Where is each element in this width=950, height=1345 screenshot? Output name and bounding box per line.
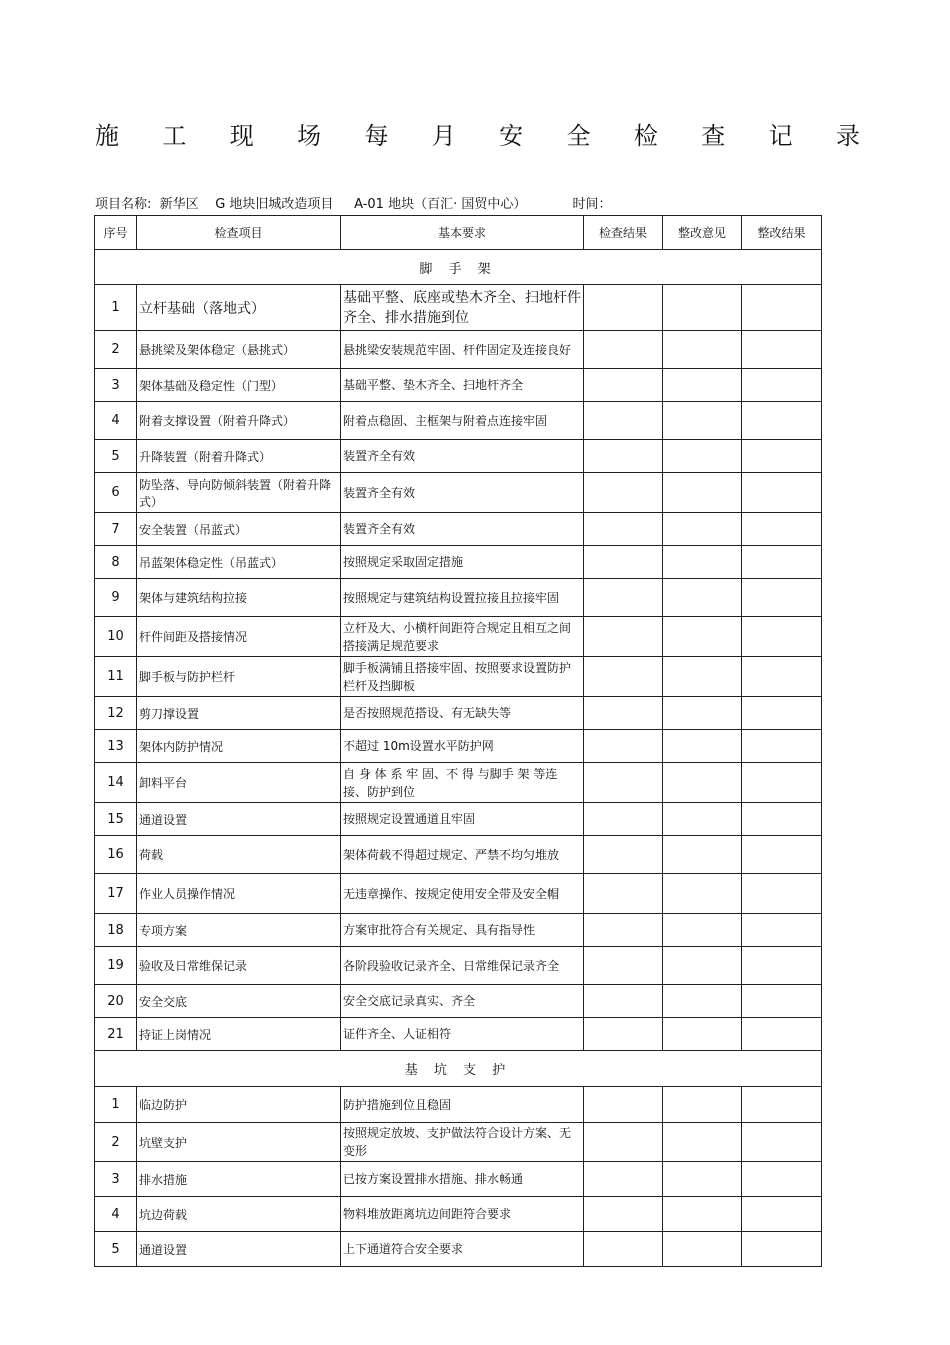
- row-basic-requirement: 自 身 体 系 牢 固、不 得 与脚手 架 等连接、防护到位: [341, 763, 584, 803]
- row-check-result[interactable]: [584, 617, 663, 657]
- table-row: [95, 617, 822, 657]
- table-row: [95, 1018, 822, 1051]
- row-check-item: 坑壁支护: [137, 1123, 341, 1162]
- project-name-label: 项目名称:: [95, 197, 152, 212]
- row-rectification-opinion[interactable]: [663, 803, 742, 836]
- row-rectification-opinion[interactable]: [663, 579, 742, 617]
- row-rectification-opinion[interactable]: [663, 617, 742, 657]
- row-basic-requirement: 防护措施到位且稳固: [341, 1087, 584, 1123]
- row-rectification-opinion[interactable]: [663, 473, 742, 513]
- row-rectification-opinion[interactable]: [663, 657, 742, 697]
- project-name-project: G 地块旧城改造项目: [215, 197, 334, 212]
- row-number: 3: [95, 369, 137, 402]
- row-basic-requirement: 装置齐全有效: [341, 513, 584, 546]
- row-number: 9: [95, 579, 137, 617]
- table-row: [95, 836, 822, 874]
- row-number: 5: [95, 440, 137, 473]
- row-rectification-opinion[interactable]: [663, 1087, 742, 1123]
- row-check-item: 通道设置: [137, 1232, 341, 1267]
- row-rectification-opinion[interactable]: [663, 440, 742, 473]
- title-char: 安: [499, 122, 524, 150]
- row-basic-requirement: 已按方案设置排水措施、排水畅通: [341, 1162, 584, 1197]
- title-char: 施: [95, 122, 119, 150]
- row-check-result[interactable]: [584, 1123, 663, 1162]
- header-check-result: 检查结果: [584, 216, 663, 250]
- project-info-line: [95, 193, 835, 212]
- row-basic-requirement: 悬挑梁安装规范牢固、杆件固定及连接良好: [341, 331, 584, 369]
- row-number: 4: [95, 1197, 137, 1232]
- row-check-item: 作业人员操作情况: [137, 874, 341, 914]
- header-rectification-result: 整改结果: [742, 216, 822, 250]
- row-check-item: 架体内防护情况: [137, 730, 341, 763]
- row-rectification-result[interactable]: [742, 1232, 822, 1267]
- row-basic-requirement: 方案审批符合有关规定、具有指导性: [341, 914, 584, 947]
- row-check-item: 防坠落、导向防倾斜装置（附着升降式）: [137, 473, 341, 513]
- table-row: [95, 331, 822, 369]
- row-number: 2: [95, 331, 137, 369]
- row-check-item: 卸料平台: [137, 763, 341, 803]
- table-row: [95, 657, 822, 697]
- row-check-result[interactable]: [584, 803, 663, 836]
- row-rectification-result[interactable]: [742, 473, 822, 513]
- row-check-item: 附着支撑设置（附着升降式）: [137, 402, 341, 440]
- row-rectification-result[interactable]: [742, 914, 822, 947]
- row-rectification-result[interactable]: [742, 402, 822, 440]
- row-number: 14: [95, 763, 137, 803]
- row-check-item: 架体与建筑结构拉接: [137, 579, 341, 617]
- section-title: 脚 手 架: [95, 250, 822, 285]
- row-check-result[interactable]: [584, 473, 663, 513]
- row-rectification-opinion[interactable]: [663, 1232, 742, 1267]
- row-check-result[interactable]: [584, 579, 663, 617]
- row-check-result[interactable]: [584, 1232, 663, 1267]
- title-char: 工: [162, 122, 187, 150]
- row-rectification-opinion[interactable]: [663, 1197, 742, 1232]
- row-basic-requirement: 立杆及大、小横杆间距符合规定且相互之间搭接满足规范要求: [341, 617, 584, 657]
- row-rectification-result[interactable]: [742, 617, 822, 657]
- row-check-result[interactable]: [584, 836, 663, 874]
- row-rectification-result[interactable]: [742, 285, 822, 331]
- row-check-item: 专项方案: [137, 914, 341, 947]
- row-basic-requirement: 是否按照规范搭设、有无缺失等: [341, 697, 584, 730]
- row-check-item: 架体基础及稳定性（门型）: [137, 369, 341, 402]
- row-rectification-opinion[interactable]: [663, 947, 742, 985]
- row-rectification-opinion[interactable]: [663, 697, 742, 730]
- table-row: [95, 1087, 822, 1123]
- row-check-result[interactable]: [584, 763, 663, 803]
- row-check-result[interactable]: [584, 1197, 663, 1232]
- row-check-result[interactable]: [584, 440, 663, 473]
- row-number: 13: [95, 730, 137, 763]
- inspection-table: [94, 215, 822, 1267]
- row-number: 16: [95, 836, 137, 874]
- section-title: 基 坑 支 护: [95, 1051, 822, 1087]
- row-check-result[interactable]: [584, 331, 663, 369]
- row-rectification-opinion[interactable]: [663, 546, 742, 579]
- title-char: 月: [431, 122, 456, 150]
- row-check-item: 安全装置（吊蓝式）: [137, 513, 341, 546]
- row-basic-requirement: 装置齐全有效: [341, 473, 584, 513]
- row-check-item: 坑边荷载: [137, 1197, 341, 1232]
- time-label: 时间：: [572, 197, 612, 212]
- row-check-item: 吊蓝架体稳定性（吊蓝式）: [137, 546, 341, 579]
- row-check-result[interactable]: [584, 914, 663, 947]
- row-rectification-result[interactable]: [742, 763, 822, 803]
- table-row: [95, 697, 822, 730]
- row-number: 18: [95, 914, 137, 947]
- row-check-result[interactable]: [584, 369, 663, 402]
- row-number: 4: [95, 402, 137, 440]
- row-check-item: 升降装置（附着升降式）: [137, 440, 341, 473]
- table-row: [95, 402, 822, 440]
- row-basic-requirement: 各阶段验收记录齐全、日常维保记录齐全: [341, 947, 584, 985]
- row-check-result[interactable]: [584, 1087, 663, 1123]
- row-rectification-opinion[interactable]: [663, 369, 742, 402]
- row-number: 1: [95, 1087, 137, 1123]
- table-row: [95, 1232, 822, 1267]
- header-basic-requirement: 基本要求: [341, 216, 584, 250]
- row-basic-requirement: 装置齐全有效: [341, 440, 584, 473]
- row-basic-requirement: 脚手板满铺且搭接牢固、按照要求设置防护栏杆及挡脚板: [341, 657, 584, 697]
- table-row: [95, 763, 822, 803]
- row-rectification-result[interactable]: [742, 440, 822, 473]
- table-row: [95, 579, 822, 617]
- row-number: 2: [95, 1123, 137, 1162]
- page-title: [95, 116, 860, 151]
- table-row: [95, 440, 822, 473]
- title-char: 检: [633, 122, 658, 150]
- row-rectification-result[interactable]: [742, 1018, 822, 1051]
- row-basic-requirement: 安全交底记录真实、齐全: [341, 985, 584, 1018]
- row-number: 20: [95, 985, 137, 1018]
- table-row: [95, 513, 822, 546]
- row-rectification-result[interactable]: [742, 1162, 822, 1197]
- row-check-item: 验收及日常维保记录: [137, 947, 341, 985]
- row-number: 21: [95, 1018, 137, 1051]
- row-rectification-opinion[interactable]: [663, 402, 742, 440]
- row-basic-requirement: 按照规定采取固定措施: [341, 546, 584, 579]
- title-char: 记: [768, 122, 793, 150]
- row-rectification-opinion[interactable]: [663, 763, 742, 803]
- table-row: [95, 1162, 822, 1197]
- row-basic-requirement: 无违章操作、按规定使用安全带及安全帽: [341, 874, 584, 914]
- table-header-row: [95, 216, 822, 250]
- table-row: [95, 874, 822, 914]
- row-number: 5: [95, 1232, 137, 1267]
- row-basic-requirement: 上下通道符合安全要求: [341, 1232, 584, 1267]
- row-basic-requirement: 物料堆放距离坑边间距符合要求: [341, 1197, 584, 1232]
- header-rectification-opinion: 整改意见: [663, 216, 742, 250]
- row-check-result[interactable]: [584, 657, 663, 697]
- row-rectification-opinion[interactable]: [663, 513, 742, 546]
- row-check-item: 临边防护: [137, 1087, 341, 1123]
- row-check-item: 悬挑梁及架体稳定（悬挑式）: [137, 331, 341, 369]
- row-basic-requirement: 按照规定与建筑结构设置拉接且拉接牢固: [341, 579, 584, 617]
- row-number: 6: [95, 473, 137, 513]
- row-number: 12: [95, 697, 137, 730]
- row-basic-requirement: 附着点稳固、主框架与附着点连接牢固: [341, 402, 584, 440]
- row-rectification-opinion[interactable]: [663, 285, 742, 331]
- row-number: 8: [95, 546, 137, 579]
- row-check-result[interactable]: [584, 874, 663, 914]
- row-check-result[interactable]: [584, 513, 663, 546]
- row-basic-requirement: 基础平整、底座或垫木齐全、扫地杆件齐全、排水措施到位: [341, 285, 584, 331]
- row-number: 7: [95, 513, 137, 546]
- row-number: 10: [95, 617, 137, 657]
- row-check-item: 剪刀撑设置: [137, 697, 341, 730]
- row-rectification-result[interactable]: [742, 697, 822, 730]
- title-char: 每: [364, 122, 389, 150]
- row-rectification-result[interactable]: [742, 947, 822, 985]
- row-basic-requirement: 证件齐全、人证相符: [341, 1018, 584, 1051]
- table-row: [95, 546, 822, 579]
- row-rectification-opinion[interactable]: [663, 1123, 742, 1162]
- row-rectification-opinion[interactable]: [663, 1162, 742, 1197]
- title-char: 场: [297, 122, 322, 150]
- row-check-result[interactable]: [584, 285, 663, 331]
- title-char: 现: [229, 122, 254, 150]
- row-check-result[interactable]: [584, 1018, 663, 1051]
- row-check-item: 通道设置: [137, 803, 341, 836]
- row-check-item: 杆件间距及搭接情况: [137, 617, 341, 657]
- row-check-item: 脚手板与防护栏杆: [137, 657, 341, 697]
- table-row: [95, 730, 822, 763]
- row-rectification-result[interactable]: [742, 803, 822, 836]
- row-rectification-result[interactable]: [742, 836, 822, 874]
- table-row: [95, 285, 822, 331]
- row-number: 15: [95, 803, 137, 836]
- title-char: 查: [701, 122, 726, 150]
- row-number: 11: [95, 657, 137, 697]
- row-basic-requirement: 架体荷载不得超过规定、严禁不均匀堆放: [341, 836, 584, 874]
- row-number: 1: [95, 285, 137, 331]
- row-check-result[interactable]: [584, 546, 663, 579]
- row-rectification-opinion[interactable]: [663, 874, 742, 914]
- row-check-result[interactable]: [584, 402, 663, 440]
- row-rectification-result[interactable]: [742, 331, 822, 369]
- row-basic-requirement: 按照规定设置通道且牢固: [341, 803, 584, 836]
- table-row: [95, 985, 822, 1018]
- row-rectification-result[interactable]: [742, 1123, 822, 1162]
- row-rectification-result[interactable]: [742, 513, 822, 546]
- row-check-result[interactable]: [584, 1162, 663, 1197]
- row-rectification-result[interactable]: [742, 657, 822, 697]
- row-check-item: 排水措施: [137, 1162, 341, 1197]
- row-rectification-opinion[interactable]: [663, 331, 742, 369]
- table-row: [95, 369, 822, 402]
- row-check-item: 荷载: [137, 836, 341, 874]
- row-rectification-result[interactable]: [742, 1197, 822, 1232]
- row-check-result[interactable]: [584, 697, 663, 730]
- section-row: [95, 250, 822, 285]
- header-number: 序号: [95, 216, 137, 250]
- title-char: 全: [566, 122, 591, 150]
- project-name-district: 新华区: [159, 197, 199, 212]
- row-rectification-result[interactable]: [742, 369, 822, 402]
- row-rectification-result[interactable]: [742, 579, 822, 617]
- row-rectification-result[interactable]: [742, 730, 822, 763]
- row-number: 19: [95, 947, 137, 985]
- table-row: [95, 1197, 822, 1232]
- row-check-result[interactable]: [584, 985, 663, 1018]
- table-row: [95, 947, 822, 985]
- row-rectification-opinion[interactable]: [663, 985, 742, 1018]
- table-row: [95, 914, 822, 947]
- row-rectification-opinion[interactable]: [663, 730, 742, 763]
- row-number: 3: [95, 1162, 137, 1197]
- row-number: 17: [95, 874, 137, 914]
- row-check-result[interactable]: [584, 730, 663, 763]
- row-basic-requirement: 基础平整、垫木齐全、扫地杆齐全: [341, 369, 584, 402]
- row-rectification-opinion[interactable]: [663, 914, 742, 947]
- table-row: [95, 473, 822, 513]
- row-check-item: 安全交底: [137, 985, 341, 1018]
- section-row: [95, 1051, 822, 1087]
- row-rectification-result[interactable]: [742, 874, 822, 914]
- row-basic-requirement: 按照规定放坡、支护做法符合设计方案、无变形: [341, 1123, 584, 1162]
- title-char: 录: [835, 122, 860, 150]
- row-rectification-result[interactable]: [742, 546, 822, 579]
- header-check-item: 检查项目: [137, 216, 341, 250]
- row-rectification-result[interactable]: [742, 985, 822, 1018]
- row-rectification-opinion[interactable]: [663, 1018, 742, 1051]
- row-check-result[interactable]: [584, 947, 663, 985]
- row-check-item: 立杆基础（落地式）: [137, 285, 341, 331]
- project-name-plot: A-01 地块（百汇· 国贸中心）: [354, 197, 527, 212]
- table-row: [95, 1123, 822, 1162]
- row-basic-requirement: 不超过 10m设置水平防护网: [341, 730, 584, 763]
- row-check-item: 持证上岗情况: [137, 1018, 341, 1051]
- row-rectification-result[interactable]: [742, 1087, 822, 1123]
- table-row: [95, 803, 822, 836]
- row-rectification-opinion[interactable]: [663, 836, 742, 874]
